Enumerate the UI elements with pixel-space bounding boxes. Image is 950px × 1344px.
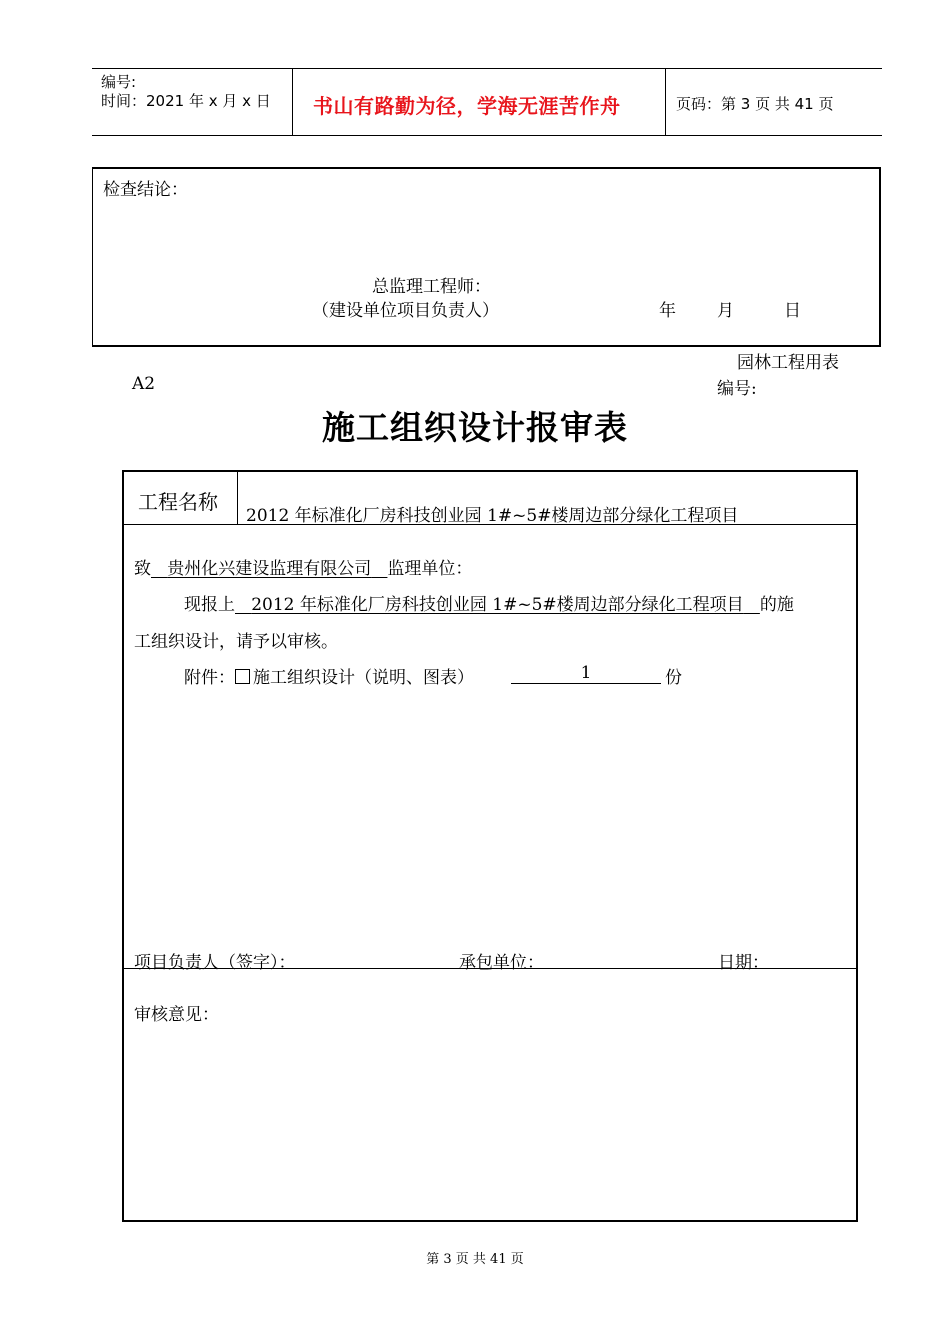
- contractor-label: 承包单位：: [459, 953, 544, 973]
- owner-rep-label: （建设单位项目负责人）: [312, 301, 499, 321]
- line1-project: 2012 年标准化厂房科技创业园 1#~5#楼周边部分绿化工程项目: [251, 595, 744, 615]
- to-suffix: 监理单位：: [387, 559, 473, 579]
- submission-line1: [184, 590, 794, 615]
- project-name-value: 2012 年标准化厂房科技创业园 1#~5#楼周边部分绿化工程项目: [246, 506, 739, 526]
- form-number-label: 编号:: [717, 379, 757, 399]
- check-conclusion-box: [92, 167, 881, 347]
- submission-to-line: [134, 554, 472, 579]
- line1-suffix: 的施: [759, 595, 794, 615]
- chief-engineer-label: 总监理工程师：: [372, 277, 491, 297]
- check-conclusion-title: 检查结论：: [103, 180, 188, 200]
- form-code: A2: [132, 374, 156, 394]
- date-label: 日期：: [718, 953, 769, 973]
- document-title: 施工组织设计报审表: [322, 408, 628, 447]
- line1-prefix: 现报上: [184, 595, 235, 615]
- attach-count: 1: [511, 663, 661, 684]
- attach-prefix: 附件：: [184, 668, 235, 688]
- footer-page-number: 第 3 页 共 41 页: [426, 1252, 524, 1267]
- sign-day: 日: [784, 301, 801, 321]
- attachment-line: [184, 663, 474, 688]
- header-bottom-rule: [92, 135, 882, 136]
- header-motto: 书山有路勤为径，学海无涯苦作舟: [313, 94, 621, 118]
- header-page-label: 页码：第 3 页 共 41 页: [676, 95, 834, 113]
- review-row-rule: [124, 968, 856, 969]
- project-name-label: 工程名称: [138, 490, 218, 514]
- attach-unit: 份: [665, 668, 682, 688]
- attachment-checkbox[interactable]: [235, 669, 250, 684]
- review-form-table: [122, 470, 858, 1222]
- header-time-label: 时间：2021 年 x 月 x 日: [101, 92, 271, 110]
- header-top-rule: [92, 68, 882, 69]
- attach-item: 施工组织设计（说明、图表）: [253, 668, 474, 688]
- to-prefix: 致: [134, 559, 151, 579]
- manager-sign-label: 项目负责人（签字）：: [134, 953, 296, 973]
- review-title: 审核意见：: [134, 1005, 219, 1025]
- submission-line2: 工组织设计，请予以审核。: [134, 632, 338, 652]
- table-type-label: 园林工程用表: [737, 353, 839, 373]
- header-divider: [292, 68, 293, 136]
- sign-year: 年: [659, 301, 676, 321]
- supervisor-company: 贵州化兴建设监理有限公司: [167, 559, 372, 579]
- header-code-label: 编号:: [101, 73, 137, 91]
- header-divider: [665, 68, 666, 136]
- project-row-divider: [237, 472, 238, 524]
- sign-month: 月: [717, 301, 734, 321]
